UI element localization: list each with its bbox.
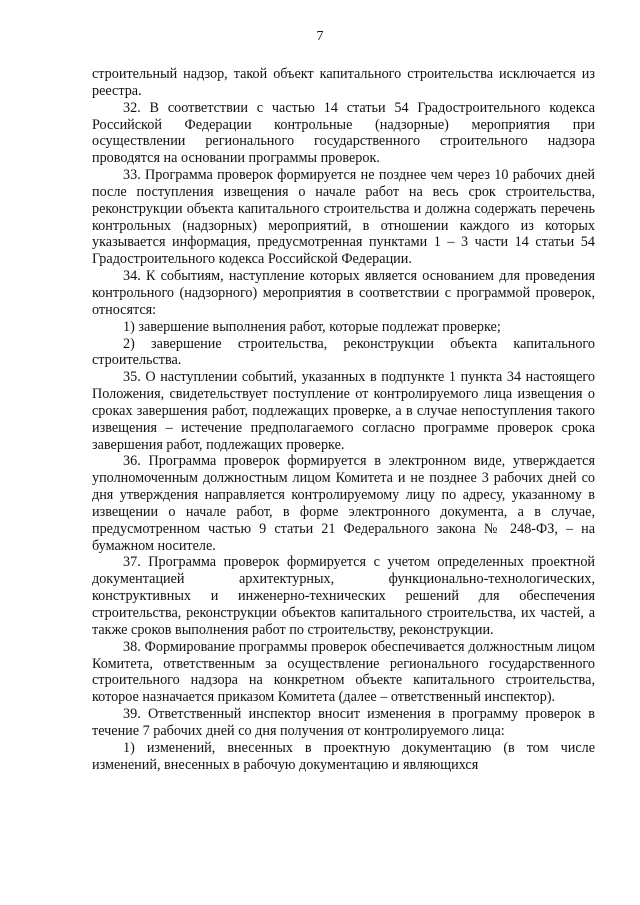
document-body [92, 66, 595, 773]
paragraph-32: 32. В соответствии с частью 14 статьи 54 Градостроительного кодекса Российской Федерации контрольные (надзорные) мероприятия при осуществлении регионального государственного строительного надзора проводятся на основании программы проверок. [92, 99, 595, 167]
paragraph-continuation: строительный надзор, такой объект капитального строительства исключается из реестра. [92, 66, 595, 99]
page-number: 7 [316, 29, 324, 44]
paragraph-33: 33. Программа проверок формируется не позднее чем через 10 рабочих дней после поступления извещения о начале работ на весь срок строительства, реконструкции объекта капитального строительства и должна содержать перечень контрольных (надзорных) мероприятий, в отношении каждого из которых указывается информация, предусмотренная пунктами 1 – 3 части 14 статьи 54 Градостроительного кодекса Российской Федерации. [92, 167, 595, 268]
paragraph-34: 34. К событиям, наступление которых является основанием для проведения контрольного (надзорного) мероприятия в соответствии с программой проверок, относятся: [92, 268, 595, 318]
paragraph-36: 36. Программа проверок формируется в электронном виде, утверждается уполномоченным должностным лицом Комитета и не позднее 3 рабочих дней со дня утверждения направляется контролируемому лицу по адресу, указанному в извещении о начале работ, в форме электронного документа, а в случае, предусмотренном частью 9 статьи 21 Федерального закона № 248-ФЗ, – на бумажном носителе. [92, 453, 595, 554]
paragraph-38: 38. Формирование программы проверок обеспечивается должностным лицом Комитета, ответственным за осуществление регионального государственного строительного надзора на конкретном объекте капитального строительства, которое назначается приказом Комитета (далее – ответственный инспектор). [92, 638, 595, 706]
paragraph-39: 39. Ответственный инспектор вносит изменения в программу проверок в течение 7 рабочих дней со дня получения от контролируемого лица: [92, 706, 595, 739]
paragraph-34-item-1: 1) завершение выполнения работ, которые подлежат проверке; [123, 318, 501, 335]
paragraph-35: 35. О наступлении событий, указанных в подпункте 1 пункта 34 настоящего Положения, свидетельствует поступление от контролируемого лица извещения о сроках завершения работ, подлежащих проверке, а в случае непоступления такого извещения – истечение предполагаемого согласно программе проверок срока завершения работ, подлежащих проверке. [92, 369, 595, 453]
paragraph-39-item-1: 1) изменений, внесенных в проектную документацию (в том числе изменений, внесенных в рабочую документацию и являющихся [92, 739, 595, 773]
paragraph-34-item-2: 2) завершение строительства, реконструкции объекта капитального строительства. [92, 335, 595, 369]
paragraph-37: 37. Программа проверок формируется с учетом определенных проектной документацией архитектурных, функционально-технологических, конструктивных и инженерно-технических решений для обеспечения строительства, реконструкции объектов капитального строительства, их частей, а также сроков выполнения работ по строительству, реконструкции. [92, 554, 595, 638]
